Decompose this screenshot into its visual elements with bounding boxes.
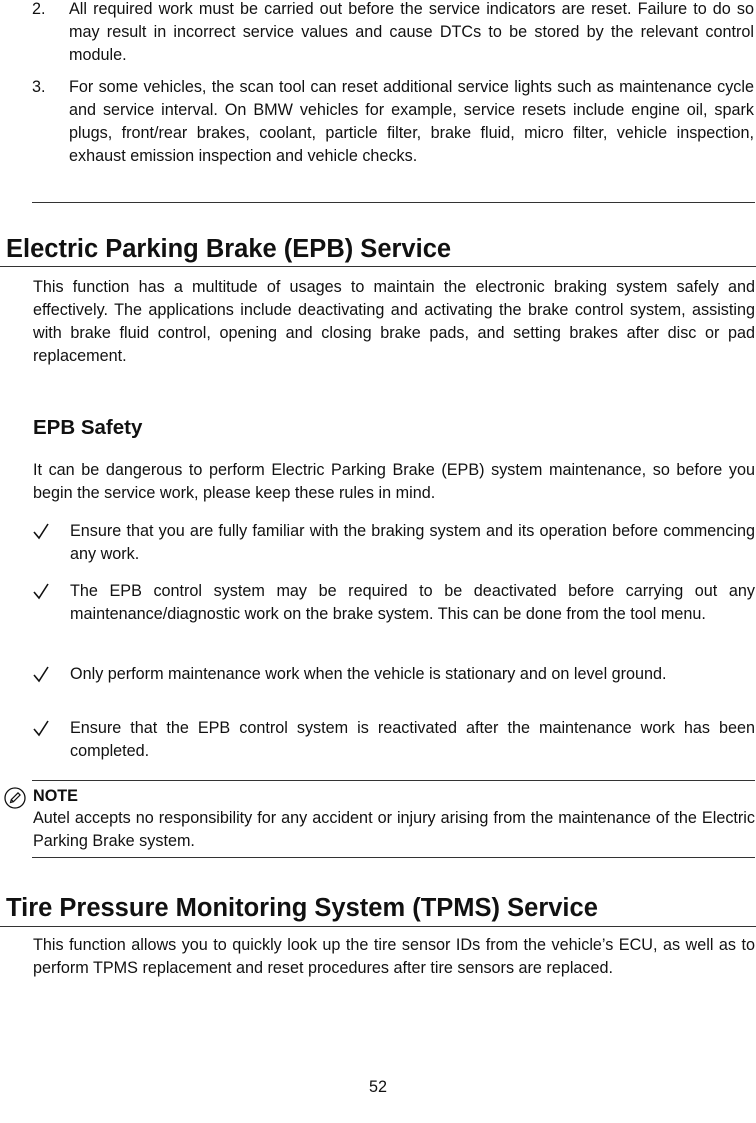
- tpms-intro-paragraph: This function allows you to quickly look up the tire sensor IDs from the vehicle’s ECU, as well as to perform TPMS replacement and reset procedures after tire sensors are replaced.: [33, 936, 755, 977]
- list-end-divider: [32, 202, 755, 203]
- safety-rule-item: [33, 717, 755, 763]
- epb-safety-intro: It can be dangerous to perform Electric Parking Brake (EPB) system maintenance, so before you begin the service work, please keep these rules in mind.: [33, 461, 755, 502]
- epb-intro-paragraph: This function has a multitude of usages to maintain the electronic braking system safely and effectively. The applications include deactivating and activating the brake control system, assisting with brake fluid control, opening and closing brake pads, and setting brakes after disc or pad replacement.: [33, 278, 755, 365]
- checkmark-icon: [33, 663, 53, 686]
- section-heading-underline: [0, 266, 756, 267]
- pencil-note-icon: [4, 787, 26, 809]
- checkmark-icon: [33, 580, 53, 603]
- list-item: [32, 0, 754, 67]
- list-item: [32, 76, 754, 168]
- epb-section-heading: Electric Parking Brake (EPB) Service: [6, 235, 452, 263]
- safety-rule-text: Ensure that the EPB control system is reactivated after the maintenance work has been completed.: [70, 719, 755, 760]
- list-item-text: For some vehicles, the scan tool can reset additional service lights such as maintenance cycle and service interval. On BMW vehicles for example, service resets include engine oil, spark plugs, front/rear brakes, coolant, particle filter, brake fluid, micro filter, vehicle inspection, exhaust emission inspection and vehicle checks.: [69, 78, 754, 165]
- epb-safety-heading: EPB Safety: [33, 416, 143, 439]
- list-item-number: 2.: [32, 0, 46, 18]
- note-top-divider: [32, 780, 755, 781]
- safety-rule-text: Only perform maintenance work when the vehicle is stationary and on level ground.: [70, 665, 667, 683]
- note-title: NOTE: [33, 787, 78, 805]
- list-item-number: 3.: [32, 78, 46, 96]
- safety-rule-text: Ensure that you are fully familiar with the braking system and its operation before commencing any work.: [70, 522, 755, 563]
- tpms-section-heading: Tire Pressure Monitoring System (TPMS) Service: [6, 894, 598, 922]
- checkmark-icon: [33, 717, 53, 740]
- checkmark-icon: [33, 520, 53, 543]
- safety-rule-item: [33, 580, 755, 626]
- note-text: Autel accepts no responsibility for any accident or injury arising from the maintenance of the Electric Parking Brake system.: [33, 809, 755, 850]
- safety-rule-text: The EPB control system may be required to be deactivated before carrying out any maintenance/diagnostic work on the brake system. This can be done from the tool menu.: [70, 582, 755, 623]
- safety-rule-item: [33, 663, 755, 686]
- note-bottom-divider: [32, 857, 755, 858]
- page-number: 52: [368, 1078, 387, 1096]
- list-item-text: All required work must be carried out before the service indicators are reset. Failure to do so may result in incorrect service values and cause DTCs to be stored by the relevant control module.: [69, 0, 754, 64]
- section-heading-underline: [0, 926, 756, 927]
- safety-rule-item: [33, 520, 755, 566]
